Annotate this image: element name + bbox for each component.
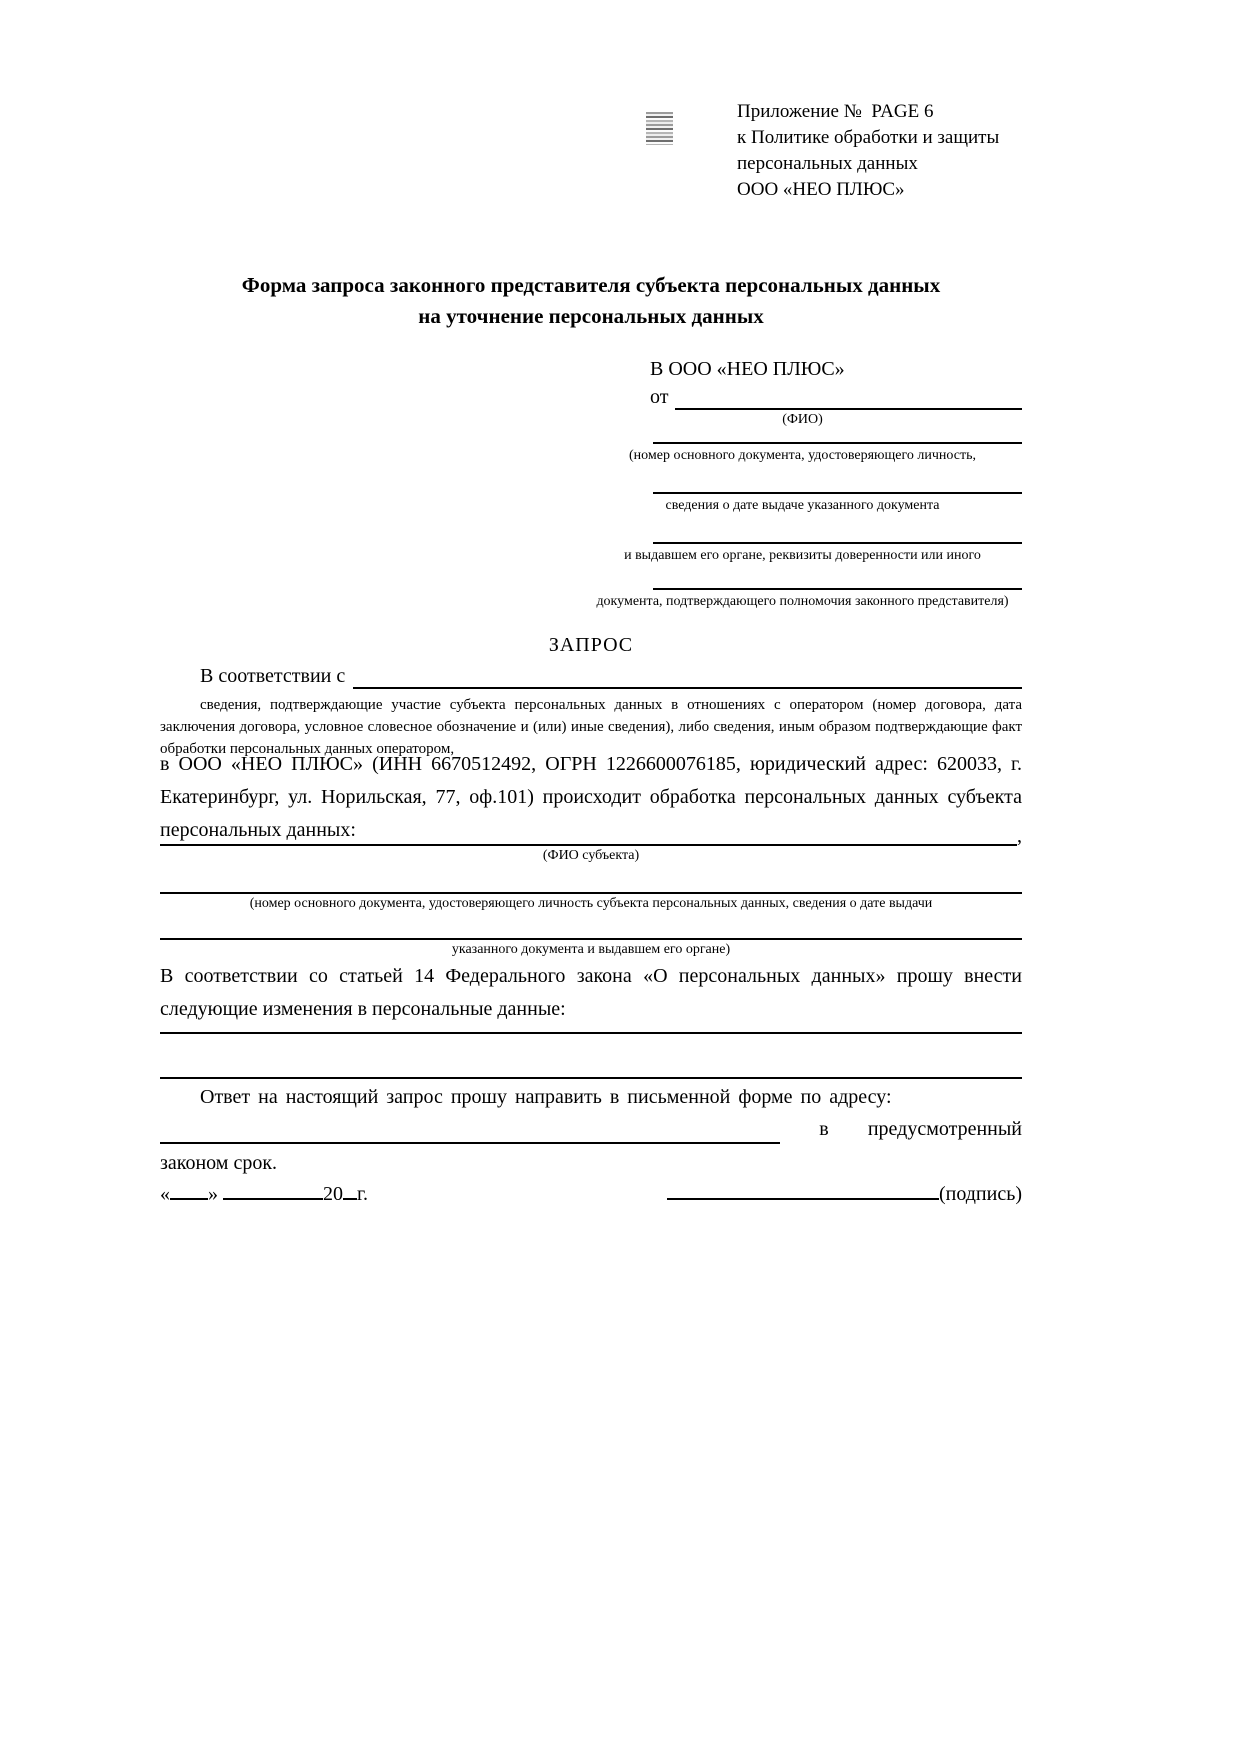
form-title-line-1: Форма запроса законного представителя субъекта персональных данных bbox=[241, 273, 941, 297]
policy-line-2: персональных данных bbox=[737, 153, 918, 174]
fine-print-note: сведения, подтверждающие участие субъекта персональных данных в отношениях с оператором (номер договора, дата заключения договора, условное словесное обозначение и (или) иные сведения), либо сведения, иным образом подтверждающие факт обработки персональных данных оператором, bbox=[160, 697, 1022, 757]
signature-field bbox=[667, 1195, 939, 1200]
year-prefix: 20 bbox=[323, 1183, 343, 1205]
operator-paragraph: в ООО «НЕО ПЛЮС» (ИНН 6670512492, ОГРН 1226600076185, юридический адрес: 620033, г. Екатеринбург, ул. Норильская, 77, оф.101) происходит обработка персональных данных субъекта персональных данных: bbox=[160, 753, 1022, 841]
appendix-header bbox=[737, 99, 999, 203]
doc-number-field bbox=[653, 428, 1022, 444]
answer-address-field bbox=[160, 1118, 780, 1144]
doc-authority-field bbox=[653, 514, 1022, 544]
subject-fio-row bbox=[160, 826, 1022, 846]
answer-paragraph: Ответ на настоящий запрос прошу направить в письменной форме по адресу: bbox=[200, 1086, 892, 1108]
trailing-comma: , bbox=[1017, 825, 1022, 847]
day-field bbox=[170, 1195, 208, 1200]
request-heading: ЗАПРОС bbox=[548, 634, 634, 656]
answer-word-v: в bbox=[819, 1118, 829, 1140]
date-open-quote: « bbox=[160, 1183, 170, 1205]
accordance-label: В соответствии с bbox=[200, 665, 346, 687]
answer-tail: законом срок. bbox=[160, 1152, 278, 1174]
subject-doc-caption-2: указанного документа и выдавшем его органе) bbox=[451, 942, 731, 957]
embedded-object-icon bbox=[646, 112, 676, 145]
accordance-row bbox=[160, 663, 1022, 689]
date-group bbox=[160, 1183, 368, 1206]
subject-doc-field-2 bbox=[160, 912, 1022, 940]
form-title-line-2: на уточнение персональных данных bbox=[418, 304, 764, 328]
doc-authority-caption: и выдавшем его органе, реквизиты доверенности или иного bbox=[624, 548, 981, 563]
subject-fio-field bbox=[160, 826, 1017, 846]
from-row bbox=[650, 384, 1022, 410]
changes-field-2 bbox=[160, 1034, 1022, 1079]
fio-caption: (ФИО) bbox=[782, 412, 823, 427]
answer-word-predusmotrenny: предусмотренный bbox=[867, 1118, 1022, 1140]
subject-doc-caption-1: (номер основного документа, удостоверяющего личность субъекта персональных данных, сведения о дате выдачи bbox=[249, 896, 933, 911]
doc-number-caption: (номер основного документа, удостоверяющего личность, bbox=[629, 448, 976, 463]
representative-authority-caption: документа, подтверждающего полномочия законного представителя) bbox=[596, 594, 1009, 609]
year-field bbox=[343, 1195, 357, 1200]
from-label: от bbox=[650, 386, 669, 408]
appendix-number-line: Приложение № PAGE 6 bbox=[737, 101, 934, 122]
doc-issue-date-field bbox=[653, 464, 1022, 494]
representative-authority-field bbox=[653, 564, 1022, 590]
form-title bbox=[150, 270, 1032, 332]
policy-line-1: к Политике обработки и защиты bbox=[737, 127, 1000, 148]
signature-caption: (подпись) bbox=[938, 1183, 1022, 1205]
subject-doc-field-1 bbox=[160, 864, 1022, 894]
changes-field-1 bbox=[160, 1026, 1022, 1034]
subject-block bbox=[160, 826, 1022, 1180]
year-suffix: г. bbox=[357, 1183, 368, 1205]
law-paragraph: В соответствии со статьей 14 Федерального закона «О персональных данных» прошу внести следующие изменения в персональные данные: bbox=[160, 965, 1022, 1020]
subject-fio-caption: (ФИО субъекта) bbox=[542, 848, 640, 863]
doc-issue-date-caption: сведения о дате выдаче указанного документа bbox=[665, 498, 940, 513]
addressee-org: В ООО «НЕО ПЛЮС» bbox=[650, 358, 845, 380]
accordance-field bbox=[353, 687, 1022, 689]
fio-field bbox=[675, 408, 1022, 410]
date-close-quote: » bbox=[208, 1183, 218, 1205]
answer-address-row bbox=[160, 1114, 1022, 1144]
addressee-block bbox=[583, 356, 1022, 610]
header-org-name: ООО «НЕО ПЛЮС» bbox=[737, 179, 905, 200]
signature-group bbox=[667, 1183, 1022, 1206]
month-field bbox=[223, 1195, 323, 1200]
date-signature-row bbox=[160, 1183, 1022, 1206]
